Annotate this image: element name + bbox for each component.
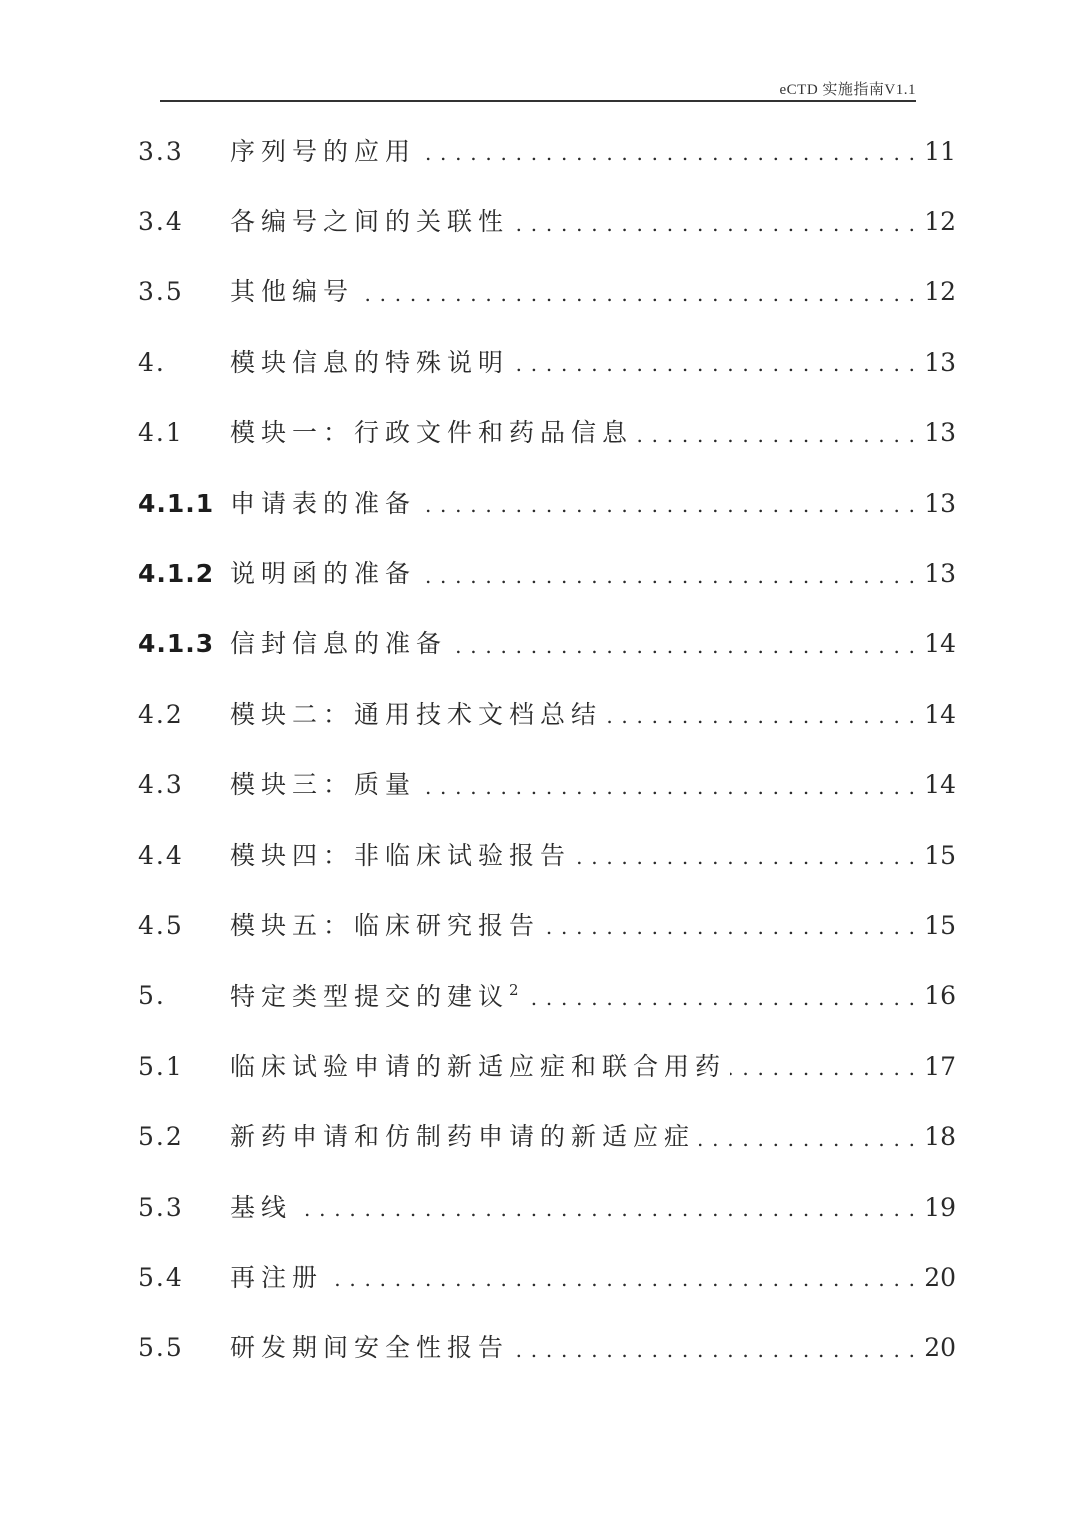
- toc-entry-title-text: 基线: [230, 1192, 293, 1222]
- toc-entry-title: [230, 136, 417, 166]
- toc-dot-leader: [699, 1125, 916, 1149]
- toc-entry-title: [230, 1262, 324, 1292]
- toc-entry-title-text: 各编号之间的关联性: [230, 207, 510, 237]
- toc-entry[interactable]: [138, 890, 956, 960]
- toc-entry-page: 13: [924, 347, 956, 377]
- toc-entry-title-text: 模块一：行政文件和药品信息: [230, 418, 634, 448]
- toc-entry-title: [230, 277, 355, 307]
- toc-entry-page: 13: [924, 418, 956, 448]
- toc-entry[interactable]: [138, 116, 956, 186]
- toc-dot-leader: [513, 210, 916, 234]
- toc-entry[interactable]: [138, 961, 956, 1031]
- toc-entry-title: [230, 699, 603, 729]
- toc-entry-number: 5.4: [138, 1262, 184, 1292]
- toc-entry-title: [230, 207, 510, 237]
- table-of-contents: [138, 116, 956, 1383]
- toc-entry-number: 4.5: [138, 910, 184, 940]
- toc-entry-number: 4.3: [138, 770, 184, 800]
- toc-entry[interactable]: [138, 1031, 956, 1101]
- toc-entry-page: 14: [924, 629, 956, 659]
- toc-entry-page: 15: [924, 840, 956, 870]
- toc-entry-page: 19: [924, 1192, 956, 1222]
- toc-entry-title-text: 申请表的准备: [230, 488, 417, 518]
- toc-entry-page: 20: [924, 1333, 956, 1363]
- toc-entry-page: 17: [924, 1051, 956, 1081]
- toc-dot-leader: [513, 1336, 916, 1360]
- toc-entry-page: 14: [924, 699, 956, 729]
- toc-entry-page: 16: [924, 981, 956, 1011]
- toc-entry-number: 4.1.3: [138, 629, 215, 659]
- toc-dot-leader: [523, 984, 917, 1008]
- toc-dot-leader: [606, 702, 916, 726]
- toc-dot-leader: [327, 1265, 916, 1289]
- toc-entry-page: 13: [924, 488, 956, 518]
- toc-entry-title: [230, 418, 634, 448]
- toc-entry-page: 18: [924, 1122, 956, 1152]
- toc-dot-leader: [420, 491, 916, 515]
- toc-dot-leader: [575, 843, 916, 867]
- toc-entry[interactable]: [138, 820, 956, 890]
- running-header: eCTD 实施指南V1.1: [779, 82, 916, 98]
- toc-entry[interactable]: [138, 1101, 956, 1171]
- toc-entry[interactable]: [138, 398, 956, 468]
- toc-entry-page: 15: [924, 910, 956, 940]
- toc-entry-number: 3.5: [138, 277, 184, 307]
- toc-entry-number: 4.: [138, 347, 166, 377]
- toc-dot-leader: [420, 562, 916, 586]
- toc-entry-title-text: 说明函的准备: [230, 559, 417, 589]
- toc-entry-title: [230, 1192, 293, 1222]
- toc-entry[interactable]: [138, 327, 956, 397]
- toc-entry-title: [230, 347, 510, 377]
- toc-entry[interactable]: [138, 538, 956, 608]
- toc-dot-leader: [513, 350, 916, 374]
- toc-entry-number: 4.1.1: [138, 488, 215, 518]
- toc-entry-number: 5.1: [138, 1051, 184, 1081]
- toc-entry-title: [230, 1051, 727, 1081]
- toc-entry[interactable]: [138, 679, 956, 749]
- toc-entry-title: [230, 488, 417, 518]
- toc-entry[interactable]: [138, 186, 956, 256]
- toc-entry-page: 11: [924, 136, 956, 166]
- toc-entry-number: 5.3: [138, 1192, 184, 1222]
- toc-dot-leader: [544, 913, 916, 937]
- toc-entry-title-text: 临床试验申请的新适应症和联合用药: [230, 1051, 727, 1081]
- toc-entry-page: 12: [924, 277, 956, 307]
- toc-entry-title: [230, 910, 541, 940]
- toc-entry[interactable]: [138, 1313, 956, 1383]
- toc-entry-title-text: 模块四：非临床试验报告: [230, 840, 572, 870]
- toc-entry[interactable]: [138, 257, 956, 327]
- toc-entry-title-text: 模块二：通用技术文档总结: [230, 699, 603, 729]
- header-rule: [160, 100, 916, 102]
- toc-entry[interactable]: [138, 1242, 956, 1312]
- toc-entry-title: [230, 980, 519, 1011]
- toc-entry-title: [230, 840, 572, 870]
- toc-entry[interactable]: [138, 468, 956, 538]
- toc-entry-page: 20: [924, 1262, 956, 1292]
- toc-entry-title: [230, 559, 417, 589]
- toc-entry-number: 3.3: [138, 136, 184, 166]
- toc-entry[interactable]: [138, 1172, 956, 1242]
- toc-entry[interactable]: [138, 750, 956, 820]
- toc-entry-title-text: 再注册: [230, 1262, 324, 1292]
- toc-entry-number: 5.5: [138, 1333, 184, 1363]
- toc-dot-leader: [358, 280, 916, 304]
- toc-entry-title-text: 特定类型提交的建议: [230, 981, 510, 1011]
- toc-entry-number: 4.1.2: [138, 559, 215, 589]
- footnote-marker[interactable]: 2: [509, 980, 519, 999]
- toc-entry-page: 12: [924, 207, 956, 237]
- toc-entry-number: 4.2: [138, 699, 184, 729]
- toc-dot-leader: [296, 1195, 916, 1219]
- toc-entry-number: 4.4: [138, 840, 184, 870]
- toc-dot-leader: [420, 139, 916, 163]
- toc-dot-leader: [420, 773, 916, 797]
- toc-entry-page: 13: [924, 559, 956, 589]
- toc-entry-title-text: 模块三：质量: [230, 770, 417, 800]
- toc-entry-title-text: 信封信息的准备: [230, 629, 448, 659]
- toc-entry-title: [230, 629, 448, 659]
- toc-entry-number: 5.: [138, 981, 166, 1011]
- toc-entry-title-text: 模块五：临床研究报告: [230, 910, 541, 940]
- toc-dot-leader: [730, 1054, 916, 1078]
- toc-entry-number: 3.4: [138, 207, 184, 237]
- toc-dot-leader: [451, 632, 916, 656]
- toc-entry-title-text: 研发期间安全性报告: [230, 1333, 510, 1363]
- toc-entry-title-text: 序列号的应用: [230, 136, 417, 166]
- toc-entry-title: [230, 1122, 696, 1152]
- toc-entry-title: [230, 770, 417, 800]
- toc-entry-page: 14: [924, 770, 956, 800]
- toc-dot-leader: [637, 421, 916, 445]
- toc-entry-title-text: 新药申请和仿制药申请的新适应症: [230, 1122, 696, 1152]
- toc-entry-title: [230, 1333, 510, 1363]
- toc-entry-number: 5.2: [138, 1122, 184, 1152]
- toc-entry-title-text: 模块信息的特殊说明: [230, 347, 510, 377]
- toc-entry[interactable]: [138, 609, 956, 679]
- toc-entry-title-text: 其他编号: [230, 277, 355, 307]
- toc-entry-number: 4.1: [138, 418, 184, 448]
